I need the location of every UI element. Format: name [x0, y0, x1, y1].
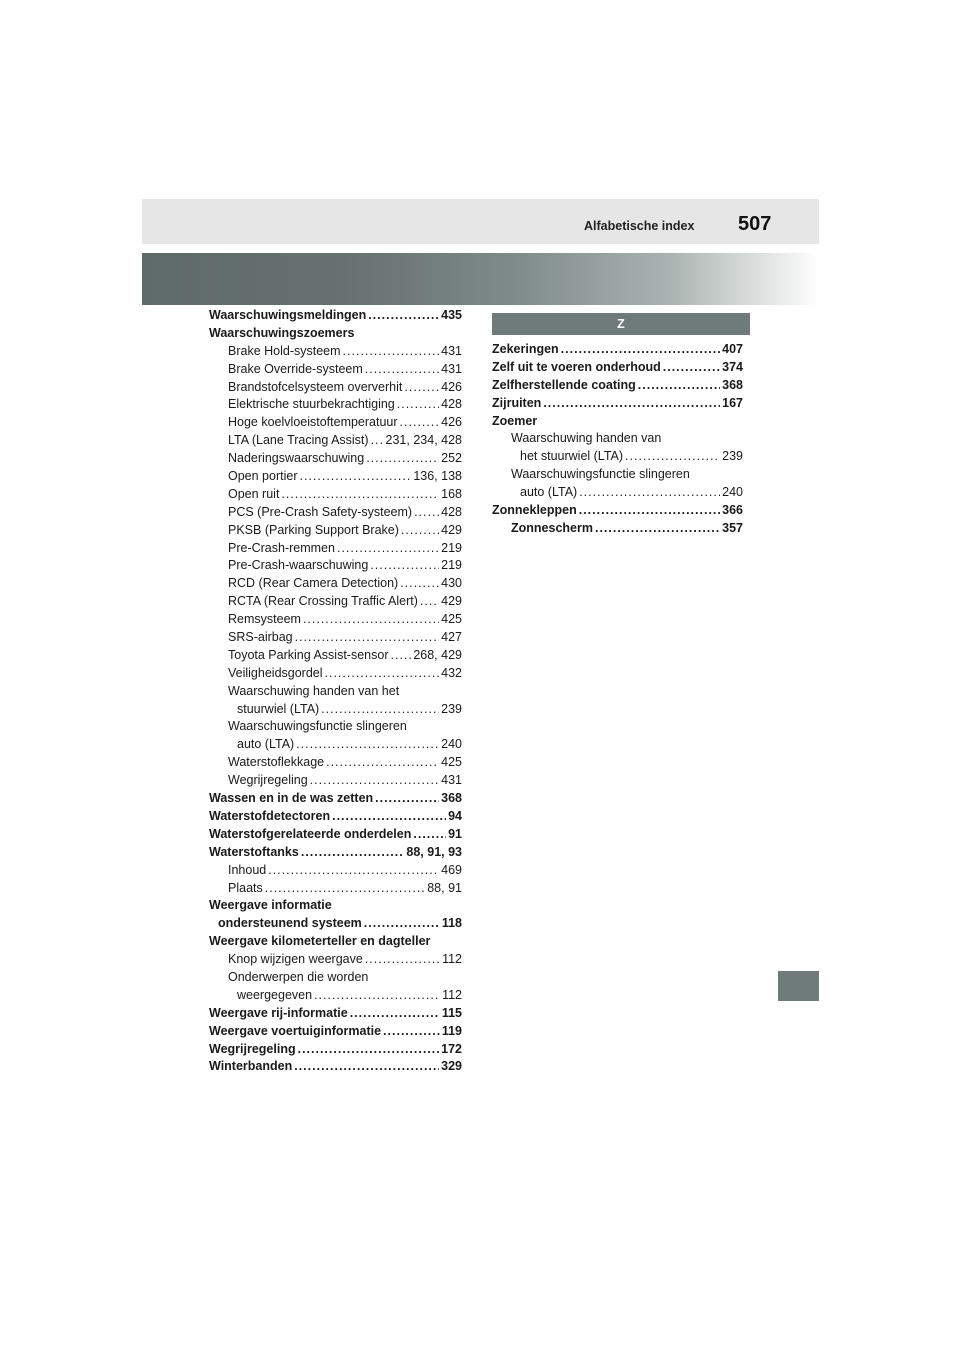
dot-leader — [420, 593, 439, 611]
entry-title: Zoemer — [492, 413, 538, 428]
entry-title: Winterbanden — [209, 1059, 293, 1074]
entry-title: Open ruit — [228, 486, 280, 501]
entry-page: 430 — [441, 576, 462, 591]
entry-title-continued: stuurwiel (LTA) — [237, 701, 320, 716]
entry-page: 240 — [722, 485, 743, 500]
entry-page: 469 — [441, 862, 462, 877]
index-entry — [492, 520, 743, 538]
entry-title: Waterstofdetectoren — [209, 808, 331, 823]
entry-title: Toyota Parking Assist-sensor — [228, 647, 389, 662]
entry-title: Zijruiten — [492, 395, 542, 410]
entry-page: 368 — [441, 791, 462, 806]
entry-title: Weergave kilometerteller en dagteller — [209, 934, 431, 949]
dot-leader — [294, 1058, 439, 1076]
index-entry — [209, 593, 462, 611]
index-entry — [209, 450, 462, 468]
index-entry — [492, 359, 743, 377]
dot-leader — [413, 826, 446, 844]
entry-page: 91 — [448, 826, 462, 841]
dot-leader — [350, 1005, 440, 1023]
entry-title: Naderingswaarschuwing — [228, 451, 365, 466]
index-entry — [209, 343, 462, 361]
section-title: Alfabetische index — [584, 219, 695, 233]
index-entry — [209, 754, 462, 772]
entry-title-continued: ondersteunend systeem — [218, 916, 362, 931]
dot-leader — [364, 915, 440, 933]
index-entry — [209, 1058, 462, 1076]
index-entry — [209, 665, 462, 683]
index-entry — [209, 325, 462, 343]
dot-leader — [310, 772, 439, 790]
entry-page: 239 — [441, 701, 462, 716]
dot-leader — [298, 1041, 440, 1059]
index-entry — [209, 611, 462, 629]
dot-leader — [543, 395, 720, 413]
entry-continuation-row — [228, 736, 462, 754]
dot-leader — [625, 448, 720, 466]
entry-title: Pre-Crash-remmen — [228, 540, 335, 555]
entry-page: 115 — [441, 1005, 462, 1020]
entry-page: 431 — [441, 773, 462, 788]
entry-title: Waarschuwingsmeldingen — [209, 308, 367, 322]
index-entry — [209, 880, 462, 898]
entry-title-continued: het stuurwiel (LTA) — [520, 449, 624, 464]
entry-title: Waterstoftanks — [209, 844, 299, 859]
entry-continuation-row — [209, 915, 462, 933]
entry-title: Onderwerpen die worden — [228, 969, 369, 984]
dot-leader — [321, 701, 439, 719]
entry-title: Waarschuwingszoemers — [209, 325, 355, 340]
index-entry — [209, 826, 462, 844]
entry-page: 368 — [722, 377, 743, 392]
entry-page: 407 — [722, 342, 743, 356]
entry-continuation-row — [511, 448, 743, 466]
dot-leader — [343, 343, 440, 361]
dot-leader — [370, 557, 439, 575]
entry-title: PKSB (Parking Support Brake) — [228, 522, 399, 537]
entry-page: 431 — [441, 343, 462, 358]
entry-continuation-row — [228, 987, 462, 1005]
index-entry — [209, 790, 462, 808]
entry-continuation-row — [511, 484, 743, 502]
entry-title: PCS (Pre-Crash Safety-systeem) — [228, 504, 413, 519]
index-entry — [492, 341, 743, 359]
entry-page: 231, 234, 428 — [385, 433, 462, 448]
entry-page: 88, 91 — [427, 880, 462, 895]
entry-page: 112 — [442, 952, 462, 967]
entry-page: 167 — [722, 395, 743, 410]
dot-leader — [325, 665, 440, 683]
index-entry — [209, 504, 462, 522]
entry-title: LTA (Lane Tracing Assist) — [228, 433, 369, 448]
index-entry — [209, 575, 462, 593]
entry-title: Zonnekleppen — [492, 503, 577, 518]
index-entry — [209, 396, 462, 414]
entry-title: RCTA (Rear Crossing Traffic Alert) — [228, 594, 418, 609]
dot-leader — [295, 629, 440, 647]
entry-title: Remsysteem — [228, 612, 301, 627]
entry-title: Zelfherstellende coating — [492, 377, 636, 392]
index-entry — [209, 540, 462, 558]
entry-page: 425 — [441, 755, 462, 770]
entry-title: Open portier — [228, 469, 298, 484]
entry-title: Waarschuwing handen van — [511, 431, 662, 446]
dot-leader — [375, 790, 439, 808]
index-entry — [209, 683, 462, 719]
entry-title: Brake Override-systeem — [228, 361, 363, 376]
dot-leader — [400, 414, 440, 432]
entry-page: 374 — [722, 359, 743, 374]
index-entry — [209, 844, 462, 862]
dot-leader — [414, 504, 439, 522]
entry-title: Knop wijzigen weergave — [228, 952, 363, 967]
entry-page: 219 — [441, 558, 462, 573]
entry-title: Wassen en in de was zetten — [209, 791, 374, 806]
entry-page: 428 — [441, 397, 462, 412]
entry-page: 425 — [441, 612, 462, 627]
entry-page: 426 — [441, 379, 462, 394]
index-entry — [492, 466, 743, 502]
dot-leader — [299, 468, 411, 486]
index-entry — [209, 969, 462, 1005]
dot-leader — [303, 611, 439, 629]
entry-page: 239 — [722, 449, 743, 464]
index-entry — [209, 1005, 462, 1023]
entry-title: Zelf uit te voeren onderhoud — [492, 359, 661, 374]
entry-title: Waterstofgerelateerde onderdelen — [209, 826, 412, 841]
dot-leader — [314, 987, 440, 1005]
entry-title-continued: auto (LTA) — [520, 485, 578, 500]
entry-title: Brandstofcelsysteem oververhit — [228, 379, 403, 394]
index-column-right — [492, 341, 743, 538]
dot-leader — [579, 502, 720, 520]
entry-title: RCD (Rear Camera Detection) — [228, 576, 399, 591]
dot-leader — [326, 754, 439, 772]
entry-title: Waarschuwingsfunctie slingeren — [511, 467, 690, 482]
entry-title: Weergave voertuiginformatie — [209, 1023, 382, 1038]
index-entry — [209, 432, 462, 450]
dot-leader — [663, 359, 720, 377]
entry-title: Waarschuwingsfunctie slingeren — [228, 719, 407, 734]
entry-title: Weergave rij-informatie — [209, 1005, 348, 1020]
chapter-tab — [778, 971, 819, 1001]
dot-leader — [561, 341, 720, 359]
dot-leader — [400, 575, 439, 593]
entry-page: 112 — [442, 987, 462, 1002]
index-entry — [492, 377, 743, 395]
index-entry — [209, 808, 462, 826]
entry-page: 119 — [441, 1023, 462, 1038]
index-entry — [209, 1041, 462, 1059]
index-entry — [209, 468, 462, 486]
dot-leader — [371, 432, 384, 450]
index-entry — [209, 522, 462, 540]
entry-title: Inhoud — [228, 862, 267, 877]
entry-title: Zekeringen — [492, 342, 559, 356]
entry-page: 431 — [441, 361, 462, 376]
index-entry — [492, 430, 743, 466]
letter-heading-z: Z — [492, 313, 750, 335]
index-entry — [209, 718, 462, 754]
entry-page: 432 — [441, 665, 462, 680]
dot-leader — [365, 361, 439, 379]
index-entry — [209, 486, 462, 504]
dot-leader — [383, 1023, 440, 1041]
entry-title: Wegrijregeling — [209, 1041, 296, 1056]
entry-page: 435 — [441, 308, 462, 322]
entry-page: 172 — [441, 1041, 462, 1056]
dot-leader — [595, 520, 720, 538]
entry-title: Plaats — [228, 880, 263, 895]
entry-title: Veiligheidsgordel — [228, 665, 323, 680]
entry-page: 88, 91, 93 — [406, 844, 462, 859]
index-entry — [209, 897, 462, 933]
index-entry — [209, 772, 462, 790]
entry-title: Waarschuwing handen van het — [228, 683, 400, 698]
entry-title-continued: weergegeven — [237, 987, 313, 1002]
entry-title: Zonnescherm — [511, 520, 593, 535]
entry-title: Waterstoflekkage — [228, 755, 325, 770]
entry-page: 428 — [441, 504, 462, 519]
index-entry — [492, 413, 743, 431]
index-entry — [209, 414, 462, 432]
index-entry — [209, 862, 462, 880]
entry-page: 136, 138 — [413, 469, 462, 484]
index-entry — [209, 647, 462, 665]
index-entry — [209, 361, 462, 379]
entry-title-continued: auto (LTA) — [237, 737, 295, 752]
header-gradient-band — [142, 253, 819, 305]
entry-page: 429 — [441, 594, 462, 609]
entry-page: 94 — [448, 808, 462, 823]
index-entry — [209, 629, 462, 647]
dot-leader — [401, 522, 439, 540]
index-entry — [209, 379, 462, 397]
entry-page: 118 — [441, 916, 462, 931]
dot-leader — [579, 484, 720, 502]
entry-title: Elektrische stuurbekrachtiging — [228, 397, 395, 412]
entry-page: 429 — [441, 522, 462, 537]
dot-leader — [296, 736, 439, 754]
entry-title: Hoge koelvloeistoftemperatuur — [228, 415, 398, 430]
entry-page: 252 — [441, 451, 462, 466]
entry-page: 268, 429 — [413, 647, 462, 662]
index-entry — [209, 933, 462, 951]
entry-title: Weergave informatie — [209, 898, 332, 913]
dot-leader — [281, 486, 439, 504]
entry-title: Pre-Crash-waarschuwing — [228, 558, 369, 573]
dot-leader — [368, 307, 439, 325]
entry-page: 240 — [441, 737, 462, 752]
dot-leader — [404, 379, 439, 397]
entry-title: SRS-airbag — [228, 630, 293, 645]
entry-title: Brake Hold-systeem — [228, 343, 341, 358]
dot-leader — [397, 396, 439, 414]
index-entry — [492, 502, 743, 520]
dot-leader — [337, 540, 439, 558]
dot-leader — [391, 647, 412, 665]
dot-leader — [332, 808, 446, 826]
entry-page: 366 — [722, 503, 743, 518]
dot-leader — [301, 844, 405, 862]
dot-leader — [365, 951, 440, 969]
dot-leader — [638, 377, 720, 395]
index-column-left — [209, 307, 462, 1076]
entry-page: 426 — [441, 415, 462, 430]
entry-title: Wegrijregeling — [228, 773, 308, 788]
entry-continuation-row — [228, 701, 462, 719]
page-number: 507 — [738, 213, 772, 235]
entry-page: 329 — [441, 1059, 462, 1074]
entry-page: 427 — [441, 630, 462, 645]
entry-page: 168 — [441, 486, 462, 501]
dot-leader — [268, 862, 439, 880]
dot-leader — [265, 880, 425, 898]
index-entry — [209, 1023, 462, 1041]
index-entry — [209, 951, 462, 969]
entry-page: 219 — [441, 540, 462, 555]
index-entry — [209, 307, 462, 325]
dot-leader — [366, 450, 439, 468]
index-entry — [209, 557, 462, 575]
index-entry — [492, 395, 743, 413]
page-header-bar — [142, 199, 819, 244]
entry-page: 357 — [722, 520, 743, 535]
